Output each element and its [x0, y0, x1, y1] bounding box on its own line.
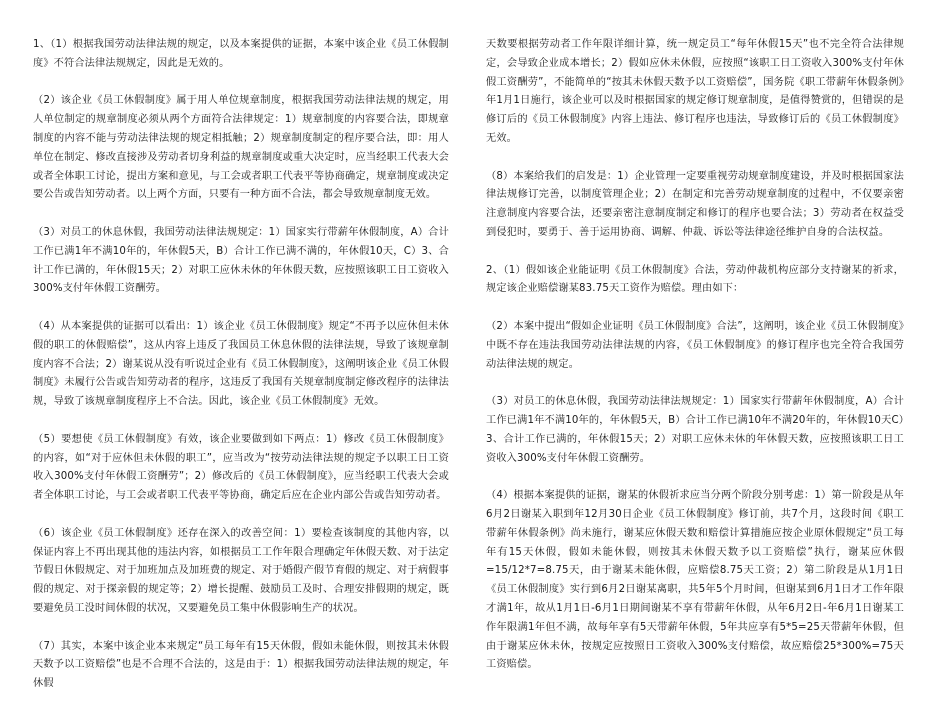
paragraph: （4）根据本案提供的证据，谢某的休假祈求应当分两个阶段分别考虑：1）第一阶段是从年6月2日谢某入职到年12月30日企业《员工休假制度》修订前，共7个月，这段时间《职工带薪年休假条例》尚未施行，谢某应休假天数和赔偿计算措施应按企业原休假规定“员工每年有15天休假，假如未能休假，则按其未休假天数予以工资赔偿”执行，谢某应休假=15/12*7=8.75天，由于谢某未能休假，应赔偿8.75天工资；2）第二阶段是从1月1日《员工休假制度》实行到6月2日谢某离职，共5年5个月时间，但谢某到6月1日才工作年限才满1年，故从1月1日-6月1日期间谢某不享有带薪年休假，从年6月2日-年6月1日谢某工作年限满1年但不满，故每年享有5天带薪年休假，5年共应享有5*5=25天带薪年休假，但由于谢某应休未休，按规定应按照日工资收入300%支付赔偿，故应赔偿25*300%=75天工资赔偿。 [486, 490, 904, 671]
paragraph: （3）对员工的休息休假，我国劳动法律法规规定：1）国家实行带薪年休假制度，A）合计工作已满1年不满10年的，年休假5天，B）合计工作已满不满的，年休假10天，C）3、合计工作已满的，年休假15天；2）对职工应休未休的年休假天数，应按照该职工日工资收入300%支付年休假工资酬劳。 [33, 226, 449, 295]
paragraph: 2、（1）假如该企业能证明《员工休假制度》合法，劳动仲裁机构应部分支持谢某的祈求，规定该企业赔偿谢某83.75天工资作为赔偿。理由如下： [486, 264, 904, 295]
paragraph: （3）对员工的休息休假，我国劳动法律法规规定：1）国家实行带薪年休假制度，A）合计工作已满1年不满10年的，年休假5天，B）合计工作已满10年不满20年的，年休假10天C）3、合计工作已满的，年休假15天；2）对职工应休未休的年休假天数，应按照该职工日工资收入300%支付年休假工资酬劳。 [486, 396, 904, 464]
paragraph: 天数要根据劳动者工作年限详细计算，统一规定员工“每年休假15天”也不完全符合法律规定，会导致企业成本增长；2）假如应休未休假，应按照“该职工日工资收入300%支付年休假工资酬劳”，不能简单的“按其未休假天数予以工资赔偿”，国务院《职工带薪年休假条例》年1月1日施行，该企业可以及时根据国家的规定修订规章制度，是值得赞赏的，但错误的是修订后的《员工休假制度》内容上违法、修订程序也违法，导致修订后的《员工休假制度》无效。 [486, 39, 904, 144]
paragraph: （8）本案给我们的启发是：1）企业管理一定要重视劳动规章制度建设，并及时根据国家法律法规修订完善，以制度管理企业；2）在制定和完善劳动规章制度的过程中，不仅要亲密注意制度内容要合法，还要亲密注意制度制定和修订的程序也要合法；3）劳动者在权益受到侵犯时，要勇于、善于运用协商、调解、仲裁、诉讼等法律途径维护自身的合法权益。 [486, 170, 904, 238]
paragraph: （5）要想使《员工休假制度》有效，该企业要做到如下两点：1）修改《员工休假制度》的内容，如“对于应休但未休假的职工”，应当改为“按劳动法律法规的规定予以职工日工资收入300%支付年休假工资酬劳”；2）修改后的《员工休假制度》，应当经职工代表大会或者全体职工讨论，与工会或者职工代表平等协商，确定后应在企业内部公告或告知劳动者。 [33, 433, 449, 502]
paragraph: （2）本案中提出“假如企业证明《员工休假制度》合法”，这阐明，该企业《员工休假制度》中既不存在违法我国劳动法律法规的内容，《员工休假制度》的修订程序也完全符合我国劳动法律法规的规定。 [486, 320, 904, 370]
right-column [486, 36, 904, 694]
paragraph: （7）其实，本案中该企业本来规定“员工每年有15天休假，假如未能休假，则按其未休假天数予以工资赔偿”也是不合理不合法的，这是由于：1）根据我国劳动法律法规的规定，年休假 [33, 640, 449, 690]
paragraph: 1、（1）根据我国劳动法律法规的规定，以及本案提供的证据，本案中该企业《员工休假制度》不符合法律法规规定，因此是无效的。 [33, 39, 449, 69]
left-column [33, 36, 449, 713]
paragraph: （4）从本案提供的证据可以看出：1）该企业《员工休假制度》规定“不再予以应休但未休假的职工的休假赔偿”，这从内容上违反了我国员工休息休假的法律法规，导致了该规章制度内容不合法；2）谢某说从没有听说过企业有《员工休假制度》，这阐明该企业《员工休假制度》未履行公告或告知劳动者的程序，这违反了我国有关规章制度制定修改程序的法律法规，导致了该规章制度程序上不合法。因此，该企业《员工休假制度》无效。 [33, 320, 449, 408]
paragraph: （6）该企业《员工休假制度》还存在深入的改善空间：1）要检查该制度的其他内容，以保证内容上不再出现其他的违法内容，如根据员工工作年限合理确定年休假天数、对于法定节假日休假规定、对于加班加点及加班费的规定、对于婚假产假节育假的规定、对于病假事假的规定、对于探亲假的规定等；2）增长提醒、鼓励员工及时、合理安排假期的规定，既要避免员工没时间休假的状况，又要避免员工集中休假影响生产的状况。 [33, 527, 449, 614]
paragraph: （2）该企业《员工休假制度》属于用人单位规章制度，根据我国劳动法律法规的规定，用人单位制定的规章制度必须从两个方面符合法律规定：1）规章制度的内容要合法，即规章制度的内容不能与劳动法律法规的规定相抵触；2）规章制度制定的程序要合法，即：用人单位在制定、修改直接涉及劳动者切身利益的规章制度或重大决定时，应当经职工代表大会或者全体职工讨论，提出方案和意见，与工会或者职工代表平等协商确定，规章制度或决定要公告或告知劳动者。以上两个方面，只要有一种方面不合法，都会导致规章制度无效。 [33, 95, 449, 201]
